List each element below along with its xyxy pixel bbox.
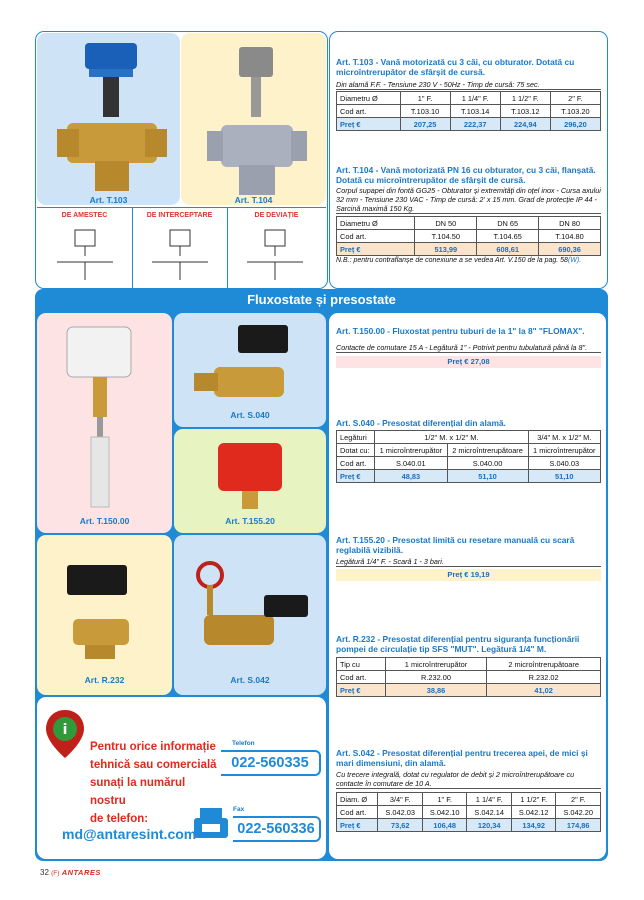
page-mark: (F) xyxy=(51,870,60,877)
t155-note: Legătură 1/4" F. - Scară 1 - 3 bari. xyxy=(336,557,601,567)
contact-info-text: Pentru orice informație tehnică sau comercială sunați la numărul nostru de telefon: xyxy=(90,741,217,825)
valve-schematics xyxy=(37,222,326,284)
s040-table: Legături 1/2" M. x 1/2" M. 3/4" M. x 1/2" M. Dotat cu: 1 microîntrerupător 2 microîntrerupătoare 1 microîntrerupător Cod art. S.040.01 S.040.00 S.040.03 Preț € 48,83 51,10 51,10 xyxy=(336,430,601,483)
caption-t150: Art. T.150.00 xyxy=(79,516,130,526)
t155-price: Preț € 19,19 xyxy=(336,569,601,581)
caption-s040: Art. S.040 xyxy=(230,410,270,420)
page-number: 32 xyxy=(40,868,49,877)
svg-text:i: i xyxy=(62,722,68,738)
brand-logo: ANTARES xyxy=(61,868,101,877)
t155-title: Art. T.155.20 - Presostat limită cu resetare manuală cu scară reglabilă vizibilă. xyxy=(336,535,575,555)
t150-note: Contacte de comutare 15 A - Legătură 1" - Potrivit pentru tubulatură până la 8". xyxy=(336,343,601,353)
email-link[interactable]: md@antaresint.com xyxy=(62,826,197,842)
tile-t150 xyxy=(37,313,172,533)
tile-t103 xyxy=(37,33,180,205)
flow-pressure-switch-image xyxy=(174,535,326,695)
footer xyxy=(40,868,101,877)
t104-title: Art. T.104 - Vană motorizată PN 16 cu obturator, cu 3 căi, flanșată. Dotată cu microîntrerupător de sfârșit de cursă. xyxy=(336,165,596,185)
tile-r232 xyxy=(37,535,172,695)
s042-note: Cu trecere integrală, dotat cu regulator de debit și 2 microîntrerupătoare cu contacte în comutare de 10 A. xyxy=(336,770,601,789)
t104-table: Diametru Ø DN 50 DN 65 DN 80 Cod art. T.104.50 T.104.65 T.104.80 Preț € 513,99 608,61 690,36 xyxy=(336,216,601,256)
t150-price: Preț € 27,08 xyxy=(336,356,601,368)
info-icon xyxy=(44,708,86,760)
t103-table: Diametru Ø 1" F. 1 1/4" F. 1 1/2" F. 2" F. Cod art. T.103.10 T.103.14 T.103.12 T.103.20 Preț € 207,25 222,37 224,94 296,20 xyxy=(336,91,601,131)
r232-title: Art. R.232 - Presostat diferențial pentru siguranța funcționării pompei de circulație tip SFS "MUT". Legătură 1/4" M. xyxy=(336,634,580,654)
caption-t103: Art. T.103 xyxy=(89,195,128,205)
tile-s042 xyxy=(174,535,326,695)
diagram-label-deviation: DE DEVIAȚIE xyxy=(254,212,299,219)
fax-icon xyxy=(192,806,232,842)
caption-t104: Art. T.104 xyxy=(234,195,273,205)
t150-title: Art. T.150.00 - Fluxostat pentru tuburi de la 1" la 8" "FLOMAX". xyxy=(336,326,585,336)
phone-label: Telefon xyxy=(232,740,255,747)
fax-number[interactable]: 022-560336 xyxy=(233,816,321,842)
caption-t155: Art. T.155.20 xyxy=(225,516,275,526)
caption-r232: Art. R.232 xyxy=(84,675,125,685)
r232-table: Tip cu 1 microîntrerupător 2 microîntrerupătoare Cod art. R.232.00 R.232.02 Preț € 38,86 41,02 xyxy=(336,657,601,697)
motorized-valve-image xyxy=(37,33,180,205)
t104-nb: N.B.: pentru contraflanșe de conexiune a se vedea Art. V.150 de la pag. 58(W). xyxy=(336,257,582,264)
section-title: Fluxostate și presostate xyxy=(35,289,608,311)
t103-note: Din alamă F.F. - Tensiune 230 V - 50Hz - Timp de cursă: 75 sec. xyxy=(336,80,601,90)
s040-title: Art. S.040 - Presostat diferențial din alamă. xyxy=(336,418,506,428)
pump-pressure-switch-image xyxy=(37,535,172,695)
s042-table: Diam. Ø 3/4" F. 1" F. 1 1/4" F. 1 1/2" F. 2" F. Cod art. S.042.03 S.042.10 S.042.14 S.042.12 S.042.20 Preț € 73,62 106,48 120,34 134,92 174,86 xyxy=(336,792,601,832)
fax-label: Fax xyxy=(233,806,245,813)
diagram-label-mixing: DE AMESTEC xyxy=(61,212,108,219)
caption-s042: Art. S.042 xyxy=(230,675,270,685)
flow-switch-image xyxy=(37,313,172,533)
t104-note: Corpul supapei din fontă GG25 - Obturator și extremități din oțel inox - Cursa axului 32 mm - Tensiune 230 VAC - Timp de cursă: 2' x 15 mm. Grad de protecție IP 44 - Sarcină maximă 150 Kg. xyxy=(336,186,601,213)
phone-number[interactable]: 022-560335 xyxy=(221,750,321,776)
t103-title: Art. T.103 - Vană motorizată cu 3 căi, cu obturator. Dotată cu microîntrerupător de sfârșit de cursă. xyxy=(336,57,575,77)
s042-title: Art. S.042 - Presostat diferențial pentru trecerea apei, de mici și mari dimensiuni, din alamă. xyxy=(336,748,588,768)
flanged-valve-image xyxy=(181,33,326,205)
diagram-label-intercept: DE INTERCEPTARE xyxy=(146,212,213,219)
tile-t104 xyxy=(181,33,326,205)
